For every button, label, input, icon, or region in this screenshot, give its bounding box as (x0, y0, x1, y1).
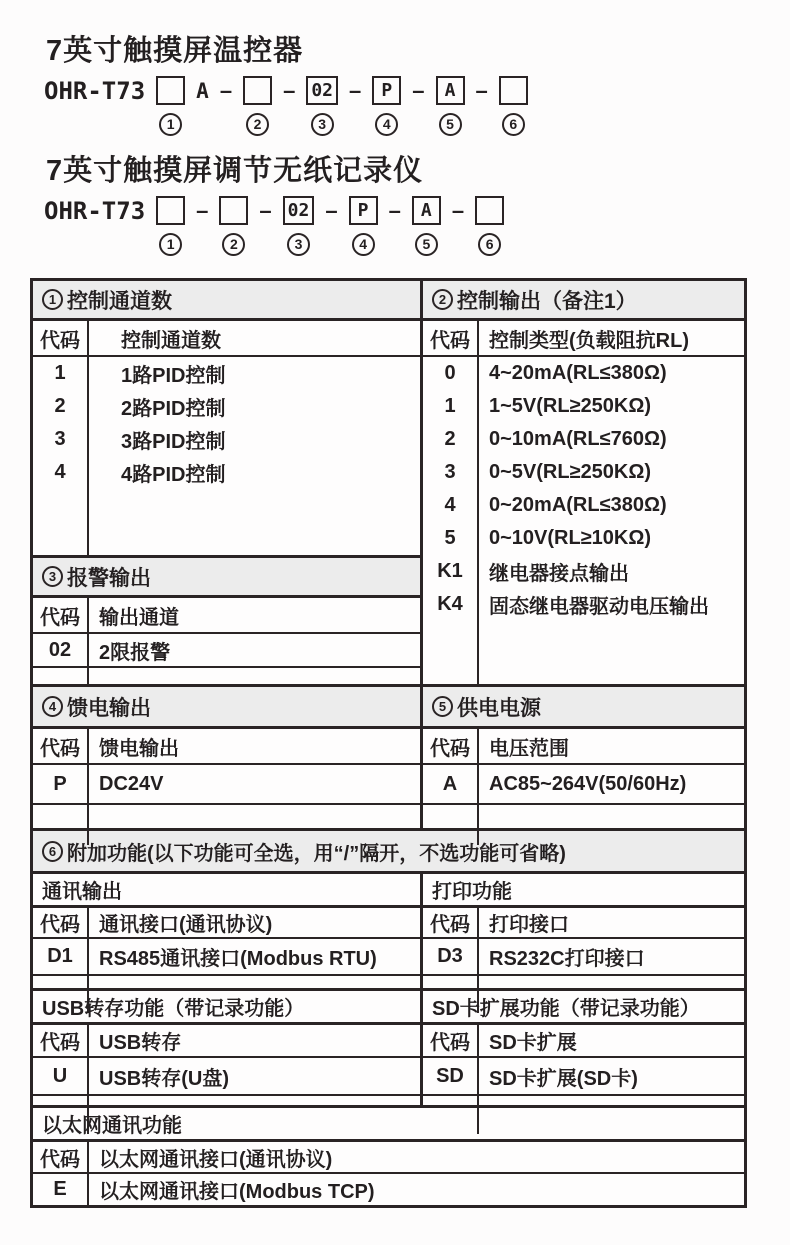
model-code-box (156, 76, 185, 105)
section-3-title: 报警输出 (67, 566, 151, 590)
product-2-title: 7英寸触摸屏调节无纸记录仪 (46, 155, 424, 187)
circled-marker: 3 (311, 113, 334, 136)
product-2-block (30, 148, 790, 256)
code-cell: K4 (423, 588, 479, 621)
product-1-model-code (44, 75, 790, 136)
code-cell: 2 (33, 390, 89, 423)
table-row (33, 357, 420, 390)
section-2 (423, 281, 744, 684)
dash: – (325, 197, 338, 223)
column-header-row (33, 1025, 420, 1058)
table-row (33, 390, 420, 423)
code-cell: 1 (423, 390, 479, 423)
desc-column-header: 通讯接口(通讯协议) (99, 914, 273, 936)
code-cell-empty (33, 668, 89, 684)
ordering-code-table (30, 278, 747, 1208)
circled-marker: 1 (159, 233, 182, 256)
sd-header (423, 991, 744, 1025)
print-header (423, 874, 744, 908)
model-seg-5 (412, 195, 441, 256)
code-cell: 4 (423, 489, 479, 522)
desc-cell: USB转存(U盘) (99, 1067, 229, 1090)
circled-marker: 5 (415, 233, 438, 256)
model-seg-2 (243, 75, 272, 136)
dash: – (219, 77, 233, 103)
desc-column-header: 输出通道 (99, 606, 179, 629)
desc-cell: 4路PID控制 (121, 464, 226, 486)
table-row (33, 1174, 744, 1205)
code-column-header: 代码 (33, 321, 89, 355)
desc-cell: DC24V (99, 772, 164, 795)
table-row (423, 765, 744, 805)
table-row (33, 634, 420, 668)
circled-marker: 3 (42, 566, 63, 587)
section-usb (33, 991, 423, 1105)
section-4-header (33, 687, 420, 729)
table-row (423, 522, 744, 555)
dash-seg (196, 195, 208, 256)
model-code-box (219, 196, 248, 225)
dash-seg (325, 195, 337, 256)
ethernet-title: 以太网通讯功能 (42, 1115, 182, 1137)
dash: – (451, 197, 465, 223)
circled-marker: 2 (432, 289, 453, 310)
code-column-header: 代码 (423, 1025, 479, 1056)
dash-seg (283, 75, 295, 136)
dash: – (412, 77, 425, 103)
ethernet-header (33, 1108, 744, 1142)
table-row (423, 555, 744, 588)
circled-marker: 3 (287, 233, 310, 256)
filler (33, 489, 420, 555)
desc-cell: 3路PID控制 (121, 431, 226, 453)
table-row (423, 390, 744, 423)
dash-seg (389, 195, 401, 256)
filler (423, 621, 744, 684)
column-header-row (33, 1142, 744, 1174)
circled-marker: 4 (375, 113, 398, 136)
circled-marker: 1 (42, 289, 63, 310)
table-row-5 (33, 988, 744, 1105)
desc-cell: 继电器接点输出 (489, 563, 629, 585)
filler (33, 668, 420, 684)
table-row (33, 1058, 420, 1096)
model-seg-5 (436, 75, 465, 136)
desc-cell: 4~20mA(RL≤380Ω) (489, 362, 667, 384)
circled-marker: 5 (439, 113, 462, 136)
section-2-header (423, 281, 744, 321)
usb-header (33, 991, 420, 1025)
section-1-header (33, 281, 420, 321)
section-2-title: 控制输出（备注1） (457, 289, 637, 313)
column-header-row (423, 908, 744, 939)
code-column-header: 代码 (33, 1142, 89, 1172)
circled-marker: 1 (159, 113, 182, 136)
code-cell: E (33, 1174, 89, 1205)
model-code-box: 02 (283, 196, 315, 225)
code-cell: 1 (33, 357, 89, 390)
model-seg-3 (306, 75, 338, 136)
code-column-header: 代码 (33, 729, 89, 763)
code-cell: 4 (33, 456, 89, 489)
table-row (33, 456, 420, 489)
code-cell: 02 (33, 634, 89, 666)
desc-cell: 0~10V(RL≥10KΩ) (489, 527, 652, 549)
section-ethernet (33, 1105, 744, 1205)
dash: – (196, 197, 209, 223)
model-code-box: P (372, 76, 401, 105)
usb-title: USB转存功能（带记录功能） (42, 998, 305, 1020)
desc-cell: RS232C打印接口 (489, 948, 645, 970)
desc-column-header: 打印接口 (489, 914, 569, 936)
circled-marker: 6 (502, 113, 525, 136)
model-code-box: A (436, 76, 465, 105)
model-seg-4 (372, 75, 401, 136)
desc-cell-empty (89, 668, 420, 684)
code-cell: 3 (33, 423, 89, 456)
product-1-block (30, 28, 790, 136)
circled-marker: 2 (222, 233, 245, 256)
product-1-title: 7英寸触摸屏温控器 (46, 35, 304, 67)
code-cell: D3 (423, 939, 479, 974)
circled-marker: 6 (42, 841, 63, 862)
column-header-row (33, 321, 420, 357)
desc-column-header: USB转存 (99, 1032, 182, 1054)
circled-marker: 5 (432, 696, 453, 717)
table-row (423, 423, 744, 456)
desc-cell: RS485通讯接口(Modbus RTU) (99, 948, 377, 970)
table-row (33, 423, 420, 456)
model-suffix: A (196, 78, 209, 103)
code-cell-empty (33, 489, 89, 555)
model-code-box: A (412, 196, 441, 225)
model-prefix-seg (44, 195, 145, 256)
table-row-4 (33, 874, 744, 988)
model-seg-6 (475, 195, 504, 256)
code-cell: SD (423, 1058, 479, 1094)
model-seg-2 (219, 195, 248, 256)
comm-header (33, 874, 420, 908)
model-code-box (499, 76, 528, 105)
model-code-box: P (349, 196, 378, 225)
dash-seg (452, 195, 464, 256)
section-5 (423, 687, 744, 828)
dash-seg (412, 75, 424, 136)
code-cell: 3 (423, 456, 479, 489)
table-row (423, 588, 744, 621)
model-seg-3 (283, 195, 315, 256)
table-row (423, 456, 744, 489)
desc-cell: 2路PID控制 (121, 398, 226, 420)
desc-column-header: 以太网通讯接口(通讯协议) (99, 1148, 333, 1171)
code-column-header: 代码 (423, 729, 479, 763)
code-cell: P (33, 765, 89, 803)
section-1-and-3 (33, 281, 423, 684)
table-row (423, 489, 744, 522)
column-header-row (423, 321, 744, 357)
model-suffix-seg (196, 75, 209, 136)
code-column-header: 代码 (33, 908, 89, 937)
section-6-title: 附加功能(以下功能可全选，用“/”隔开，不选功能可省略) (67, 842, 566, 865)
desc-cell: AC85~264V(50/60Hz) (489, 772, 687, 795)
model-seg-1 (156, 75, 185, 136)
dash: – (349, 77, 362, 103)
section-print (423, 874, 744, 988)
code-cell: U (33, 1058, 89, 1094)
section-1-title: 控制通道数 (67, 289, 172, 313)
code-cell: A (423, 765, 479, 803)
dash-seg (349, 75, 361, 136)
section-sd (423, 991, 744, 1105)
model-seg-4 (349, 195, 378, 256)
code-cell: 0 (423, 357, 479, 390)
dash-seg (220, 75, 232, 136)
table-row (33, 939, 420, 976)
desc-cell: 固态继电器驱动电压输出 (489, 596, 709, 618)
column-header-row (33, 908, 420, 939)
desc-column-header: SD卡扩展 (489, 1032, 577, 1054)
code-cell-empty (423, 621, 479, 684)
table-row (423, 1058, 744, 1096)
section-4 (33, 687, 423, 828)
code-column-header: 代码 (423, 908, 479, 937)
desc-column-header: 控制通道数 (121, 329, 221, 352)
section-comm (33, 874, 423, 988)
sd-title: SD卡扩展功能（带记录功能） (432, 998, 700, 1020)
section-5-header (423, 687, 744, 729)
column-header-row (33, 729, 420, 765)
desc-cell: SD卡扩展(SD卡) (489, 1067, 638, 1090)
code-column-header: 代码 (33, 598, 89, 632)
desc-cell-empty (479, 621, 744, 684)
circled-marker: 2 (246, 113, 269, 136)
desc-cell: 2限报警 (99, 641, 171, 664)
column-header-row (423, 729, 744, 765)
table-row (423, 939, 744, 976)
desc-cell: 0~5V(RL≥250KΩ) (489, 461, 652, 483)
code-column-header: 代码 (33, 1025, 89, 1056)
column-header-row (33, 598, 420, 634)
section-4-title: 馈电输出 (67, 696, 151, 720)
desc-cell: 0~20mA(RL≤380Ω) (489, 494, 667, 516)
desc-column-header: 电压范围 (489, 737, 569, 760)
table-row-2 (33, 684, 744, 828)
desc-cell-empty (89, 489, 420, 555)
print-title: 打印功能 (432, 881, 512, 903)
circled-marker: 6 (478, 233, 501, 256)
code-cell: K1 (423, 555, 479, 588)
desc-cell: 以太网通讯接口(Modbus TCP) (99, 1181, 375, 1203)
model-seg-1 (156, 195, 185, 256)
column-header-row (423, 1025, 744, 1058)
table-row-1 (33, 281, 744, 684)
model-seg-6 (499, 75, 528, 136)
product-2-model-code (44, 195, 790, 256)
dash: – (388, 197, 401, 223)
model-code-box: 02 (306, 76, 338, 105)
table-row (33, 765, 420, 805)
code-cell: 5 (423, 522, 479, 555)
model-prefix-seg (44, 75, 145, 136)
dash-seg (259, 195, 271, 256)
desc-column-header: 馈电输出 (99, 737, 179, 760)
circled-marker: 4 (352, 233, 375, 256)
dash: – (475, 77, 488, 103)
model-prefix: OHR-T73 (44, 196, 146, 225)
dash: – (259, 197, 272, 223)
desc-cell: 1~5V(RL≥250KΩ) (489, 395, 652, 417)
desc-column-header: 控制类型(负载阻抗RL) (489, 329, 689, 352)
model-code-box (156, 196, 185, 225)
table-row (423, 357, 744, 390)
model-code-box (475, 196, 504, 225)
circled-marker: 4 (42, 696, 63, 717)
section-3-header (33, 555, 420, 598)
dash: – (283, 77, 296, 103)
model-code-box (243, 76, 272, 105)
code-column-header: 代码 (423, 321, 479, 355)
code-cell: 2 (423, 423, 479, 456)
code-cell: D1 (33, 939, 89, 974)
dash-seg (476, 75, 488, 136)
desc-cell: 0~10mA(RL≤760Ω) (489, 428, 667, 450)
section-5-title: 供电电源 (457, 696, 541, 720)
comm-title: 通讯输出 (42, 881, 122, 903)
model-prefix: OHR-T73 (44, 76, 146, 105)
desc-cell: 1路PID控制 (121, 365, 226, 387)
